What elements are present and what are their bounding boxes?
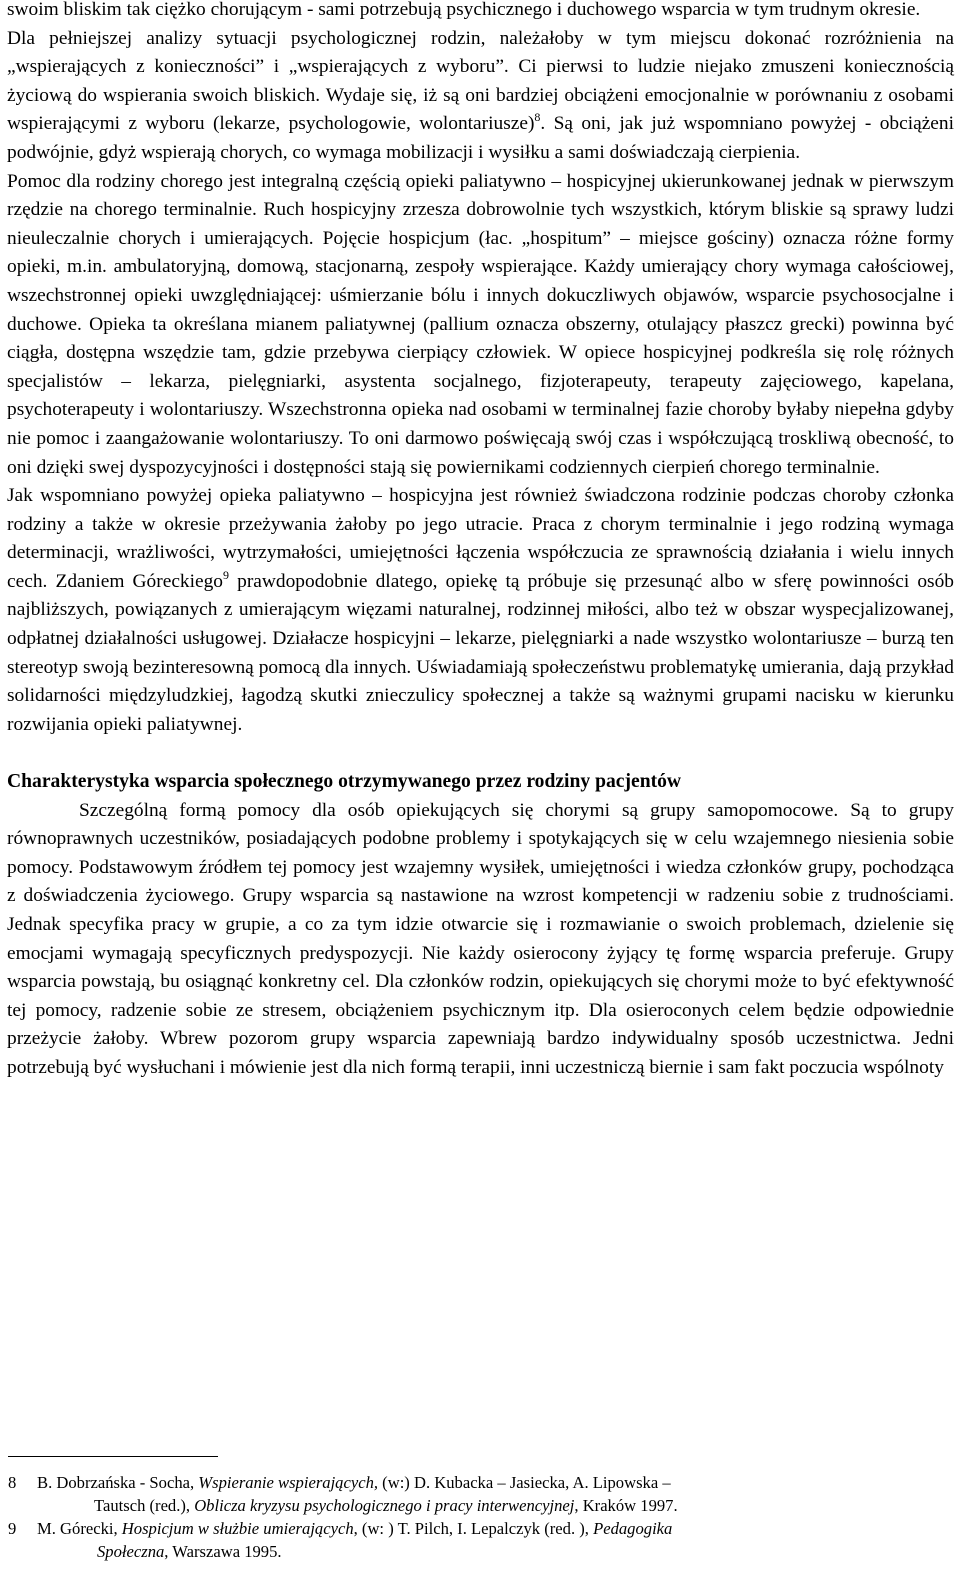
footnote-ref-8[interactable]: 8 (534, 110, 541, 125)
paragraph-2 (7, 25, 954, 168)
paragraph-4 (7, 482, 954, 739)
footnote-8-rest-1: (w:) D. Kubacka – Jasiecka, A. Lipowska – (378, 1473, 671, 1492)
footnote-9-line-1 (37, 1517, 908, 1540)
paragraph-2-text-a: Dla pełniejszej analizy sytuacji psychologicznej rodzin, należałoby w tym miejscu dokonać rozróżnienia na „wspierających z konieczności” i „wspierających z wyboru”. Ci pierwsi to ludzie niejako zmuszeni koniecznością życiową do wspierania swoich bliskich. Wydaje się, iż są oni bardziej obciążeni emocjonalnie w porównaniu z osobami wspierającymi z wyboru (lekarze, psychologowie, wolontariusze) (7, 27, 954, 135)
footnote-8-number: 8 (8, 1473, 17, 1492)
paragraph-5 (7, 797, 954, 1083)
footnote-8-book-title: Oblicza kryzysu psychologicznego i pracy interwencyjnej (194, 1496, 575, 1515)
paragraph-3 (7, 168, 954, 483)
document-body (7, 0, 954, 1083)
footnote-8 (8, 1471, 908, 1517)
footnote-8-editors: Tautsch (red.), (94, 1496, 195, 1515)
footnotes (8, 1471, 908, 1563)
footnote-8-author: B. Dobrzańska - Socha, (37, 1473, 199, 1492)
footnote-separator (8, 1456, 218, 1457)
paragraph-3-text: Pomoc dla rodziny chorego jest integralną częścią opieki paliatywno – hospicyjnej ukierunkowanej jednak w pierwszym rzędzie na chorego terminalnie. Ruch hospicyjny zrzesza dobrowolnie tych wszystkich, którym bliskie są sprawy ludzi nieuleczalnie chorych i umierających. Pojęcie hospicjum (łac. „hospitum” – miejsce gościny) oznacza różne formy opieki, m.in. ambulatoryjną, domową, stacjonarną, zespoły wspierające. Każdy umierający chory wymaga całościowej, wszechstronnej opieki uwzględniającej: uśmierzanie bólu i innych dokuczliwych objawów, wsparcie psychosocjalne i duchowe. Opieka ta określana mianem paliatywnej (pallium oznacza obszerny, otulający płaszcz grecki) powinna być ciągła, dostępna wszędzie tam, gdzie przebywa cierpiący człowiek. W opiece hospicyjnej podkreśla się rolę różnych specjalistów – lekarza, pielęgniarki, asystenta socjalnego, fizjoterapeuty, terapeuty zajęciowego, kapelana, psychoterapeuty i wolontariuszy. Wszechstronna opieka nad osobami w terminalnej fazie choroby byłaby niepełna gdyby nie pomoc i zaangażowanie wolontariuszy. To oni darmowo poświęcają swój czas i współczującą troskliwą obecność, to oni dzięki swej dyspozycyjności i dostępności stają się powiernikami codziennych cierpień chorego terminalnie. (7, 170, 954, 478)
paragraph-1-text: swoim bliskim tak ciężko chorującym - sami potrzebują psychicznego i duchowego wsparcia w tym trudnym okresie. (7, 0, 921, 20)
footnote-8-rest-2: , Kraków 1997. (574, 1496, 678, 1515)
footnote-9-book-title-b: Społeczna (97, 1542, 165, 1561)
footnote-9-rest-1: , (w: ) T. Pilch, I. Lepalczyk (red. ), (353, 1519, 594, 1538)
footnote-9-title: Hospicjum w służbie umierających (121, 1519, 354, 1538)
footnote-8-title: Wspieranie wspierających, (198, 1473, 379, 1492)
section-heading: Charakterystyka wsparcia społecznego otrzymywanego przez rodziny pacjentów (7, 771, 682, 793)
footnote-9-author: M. Górecki, (37, 1519, 122, 1538)
paragraph-5-text: Szczególną formą pomocy dla osób opiekujących się chorymi są grupy samopomocowe. Są to grupy równoprawnych uczestników, posiadających podobne problemy i spotykających się w celu wzajemnego niesienia sobie pomocy. Podstawowym źródłem tej pomocy jest wzajemny wysiłek, umiejętności i wiedza członków grupy, pochodząca z doświadczenia życiowego. Grupy wsparcia są nastawione na wzrost kompetencji w radzeniu sobie z trudnościami. Jednak specyfika pracy w grupie, a co za tym idzie otwarcie się i rozmawianie o swoich problemach, dzielenie się emocjami wymagają specyficznych predyspozycji. Nie każdy osierocony żyjący tę formę wsparcia preferuje. Grupy wsparcia powstają, bu osiągnąć konkretny cel. Dla członków rodzin, opiekujących się chorymi może to być efektywność tej pomocy, radzenie sobie ze stresem, obciążeniem psychicznym itp. Dla osieroconych celem będzie odpowiednie przeżycie żałoby. Wbrew pozorom grupy wsparcia zapewniają bardzo indywidualny sposób uczestnictwa. Jedni potrzebują być wysłuchani i mówienie jest dla nich formą terapii, inni uczestniczą biernie i sam fakt poczucia wspólnoty (7, 799, 954, 1078)
footnote-9-line-2 (37, 1540, 908, 1563)
footnote-9-number: 9 (8, 1519, 17, 1538)
footnote-9-rest-2: , Warszawa 1995. (164, 1542, 282, 1561)
footnote-9 (8, 1517, 908, 1563)
paragraph-4-text-b: prawdopodobnie dlatego, opiekę tą próbuje się przesunąć albo w sferę powinności osób najbliższych, powiązanych z umierającym więzami naturalnej, rodzinnej miłości, albo też w obszar wyspecjalizowanej, odpłatnej działalności usługowej. Działacze hospicyjni – lekarze, pielęgniarki a nade wszystko wolontariusze – burzą ten stereotyp swoją bezinteresowną pomocą dla innych. Uświadamiają społeczeństwu problematykę umierania, dają przykład solidarności międzyludzkiej, łagodzą skutki znieczulicy społecznej a także są ważnymi grupami nacisku w kierunku rozwijania opieki paliatywnej. (7, 570, 954, 735)
footnote-9-book-title-a: Pedagogika (593, 1519, 673, 1538)
paragraph-1 (7, 0, 954, 25)
paragraph-4-text-a: Jak wspomniano powyżej opieka paliatywno – hospicyjna jest również świadczona rodzinie podczas choroby członka rodziny a także w okresie przeżywania żałoby po jego utracie. Praca z chorym terminalnie i jego rodziną wymaga determinacji, wrażliwości, wytrzymałości, umiejętności łączenia współczucia ze sprawnością działania i wielu innych cech. Zdaniem Góreckiego (7, 485, 954, 592)
section-gap (7, 739, 954, 768)
paragraph-2-text-b: . Są oni, jak już wspomniano powyżej - obciążeni podwójnie, gdyż wspierają chorych, co wymaga mobilizacji i wysiłku a sami doświadczają cierpienia. (7, 113, 955, 163)
footnote-8-line-1 (37, 1471, 908, 1494)
footnote-ref-9[interactable]: 9 (223, 567, 230, 582)
footnote-8-line-2 (37, 1494, 908, 1517)
